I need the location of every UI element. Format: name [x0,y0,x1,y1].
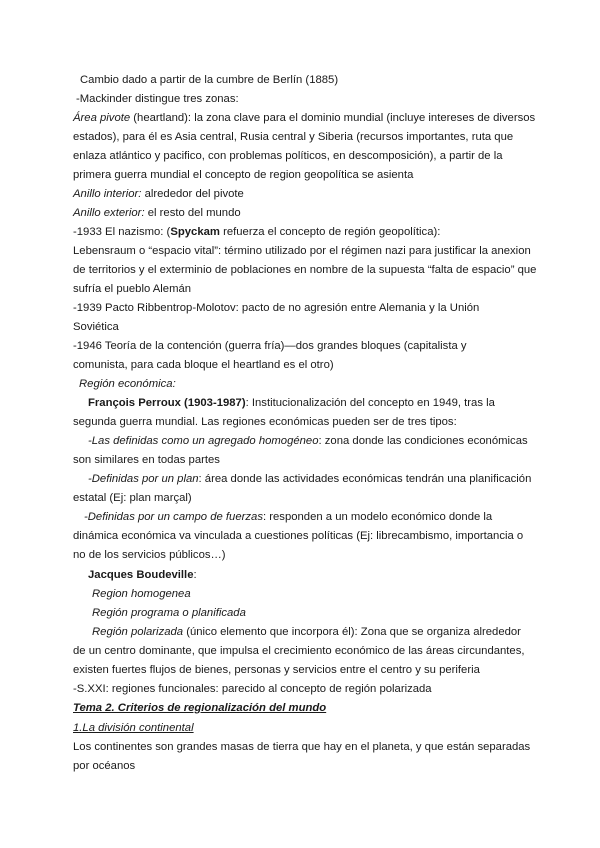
line-area-pivote: Área pivote (heartland): la zona clave para el dominio mundial (incluye intereses de diversos [73,112,536,124]
line-nazismo: -1933 El nazismo: (Spyckam refuerza el concepto de región geopolítica): [73,226,441,238]
line-paragraph: de territorios y el exterminio de poblaciones en nombre de la supuesta “falta de espacio” que [73,264,537,276]
line-mackinder: -Mackinder distingue tres zonas: [76,93,239,105]
heading-tema-2: Tema 2. Criterios de regionalización del mundo [73,702,327,714]
line-berlin: Cambio dado a partir de la cumbre de Berlín (1885) [80,74,339,86]
line-contencion: -1946 Teoría de la contención (guerra fría)—dos grandes bloques (capitalista y [73,340,467,352]
line-paragraph: no de los servicios públicos…) [73,549,226,561]
line-paragraph: dinámica económica va vinculada a cuestiones políticas (Ej: librecambismo, importancia o [73,530,524,542]
line-paragraph: segunda guerra mundial. Las regiones económicas pueden ser de tres tipos: [73,416,457,428]
line-paragraph: de un centro dominante, que impulsa el crecimiento económico de las áreas circundantes, [73,645,525,657]
heading-region-economica: Región económica: [79,378,176,390]
line-region-polarizada: Región polarizada (único elemento que incorpora él): Zona que se organiza alrededor [92,626,521,638]
line-paragraph: son similares en todas partes [73,454,220,466]
line-paragraph: estatal (Ej: plan marçal) [73,492,192,504]
line-paragraph: primera guerra mundial el concepto de region geopolítica se asienta [73,169,414,181]
line-paragraph: Soviética [73,321,119,333]
line-pacto: -1939 Pacto Ribbentrop-Molotov: pacto de no agresión entre Alemania y la Unión [73,302,480,314]
line-paragraph: estados), para él es Asia central, Rusia central y Siberia (recursos importantes, ruta que [73,131,514,143]
line-paragraph: sufría el pueblo Alemán [73,283,192,295]
line-region-homogenea: Region homogenea [92,588,191,600]
heading-division-continental: 1.La división continental [73,722,194,734]
line-paragraph: existen fuertes flujos de bienes, personas y servicios entre el centro y su periferia [73,664,480,676]
line-paragraph: enlaza atlántico y pacifico, con problemas políticos, en descomposición), a partir de la [73,150,503,162]
line-paragraph: Lebensraum o “espacio vital”: término utilizado por el régimen nazi para justificar la anexion [73,245,531,257]
line-anillo-exterior: Anillo exterior: el resto del mundo [73,207,241,219]
line-continentes: Los continentes son grandes masas de tierra que hay en el planeta, y que están separadas [73,741,531,753]
line-perroux: François Perroux (1903-1987): Institucionalización del concepto en 1949, tras la [88,397,495,409]
line-boudeville: Jacques Boudeville: [88,569,197,581]
line-campo-fuerzas: -Definidas por un campo de fuerzas: responden a un modelo económico donde la [84,511,493,523]
line-paragraph: por océanos [73,760,136,772]
line-paragraph: comunista, para cada bloque el heartland es el otro) [73,359,334,371]
line-sxxi: -S.XXI: regiones funcionales: parecido al concepto de región polarizada [73,683,432,695]
line-definidas-plan: -Definidas por un plan: área donde las actividades económicas tendrán una planificación [88,473,532,485]
line-agregado-homogeneo: -Las definidas como un agregado homogéneo: zona donde las condiciones económicas [88,435,528,447]
line-anillo-interior: Anillo interior: alrededor del pivote [73,188,244,200]
line-region-programa: Región programa o planificada [92,607,246,619]
